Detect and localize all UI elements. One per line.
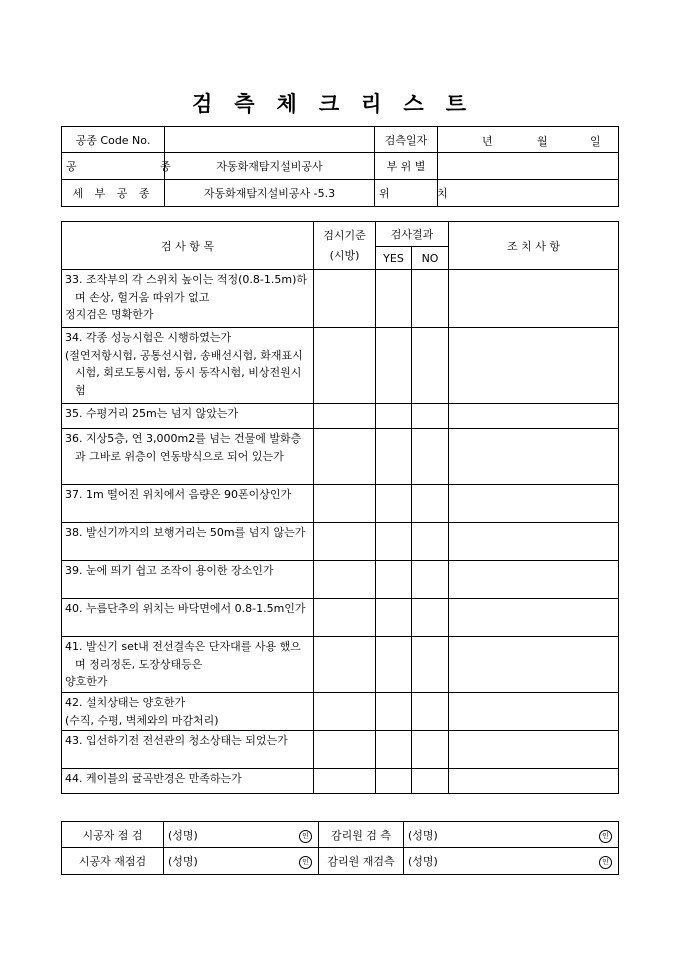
col-result-header: 검사결과 bbox=[376, 222, 449, 247]
work-value[interactable]: 자동화재탐지설비공사 bbox=[165, 153, 375, 180]
no-cell[interactable] bbox=[412, 523, 449, 561]
no-cell[interactable] bbox=[412, 561, 449, 599]
checklist-row bbox=[62, 599, 619, 637]
action-cell[interactable] bbox=[449, 523, 619, 561]
yes-cell[interactable] bbox=[376, 769, 412, 794]
action-cell[interactable] bbox=[449, 693, 619, 731]
contractor-recheck-name: (성명) bbox=[168, 855, 198, 868]
supervisor-recheck-label: 감리원 재검측 bbox=[319, 848, 404, 875]
yes-cell[interactable] bbox=[376, 328, 412, 404]
check-item-line: 38. 발신기까지의 보행거리는 50m를 넘지 않는가 bbox=[65, 526, 306, 539]
supervisor-recheck-sign[interactable] bbox=[404, 848, 619, 875]
contractor-check-label: 시공자 점 검 bbox=[62, 822, 164, 848]
checklist-row bbox=[62, 523, 619, 561]
detail-value[interactable]: 자동화재탐지설비공사 -5.3 bbox=[165, 180, 375, 207]
yes-cell[interactable] bbox=[376, 404, 412, 429]
no-cell[interactable] bbox=[412, 429, 449, 485]
yes-cell[interactable] bbox=[376, 523, 412, 561]
seal-icon: 인 bbox=[299, 830, 312, 843]
standard-cell[interactable] bbox=[314, 404, 376, 429]
col-standard-header: 검시기준 (시방) bbox=[314, 222, 376, 270]
code-value[interactable] bbox=[165, 127, 375, 153]
check-item-line: 37. 1m 떨어진 위치에서 음량은 90폰이상인가 bbox=[65, 488, 292, 501]
action-cell[interactable] bbox=[449, 599, 619, 637]
seal-icon: 인 bbox=[599, 856, 612, 869]
action-cell[interactable] bbox=[449, 561, 619, 599]
check-item-line: 양호한가 bbox=[65, 675, 108, 688]
action-cell[interactable] bbox=[449, 769, 619, 794]
signature-table bbox=[61, 821, 619, 875]
supervisor-recheck-name: (성명) bbox=[408, 855, 438, 868]
action-cell[interactable] bbox=[449, 404, 619, 429]
no-cell[interactable] bbox=[412, 599, 449, 637]
date-label: 검측일자 bbox=[375, 127, 438, 153]
checklist-table bbox=[61, 221, 619, 794]
checklist-row bbox=[62, 561, 619, 599]
no-cell[interactable] bbox=[412, 693, 449, 731]
yes-cell[interactable] bbox=[376, 637, 412, 693]
no-cell[interactable] bbox=[412, 485, 449, 523]
check-item-text bbox=[62, 599, 314, 637]
checklist-row bbox=[62, 485, 619, 523]
part-label: 부 위 별 bbox=[375, 153, 438, 180]
standard-cell[interactable] bbox=[314, 270, 376, 328]
check-item-text bbox=[62, 769, 314, 794]
check-item-line: (수직, 수평, 벽체와의 마감처리) bbox=[65, 713, 219, 727]
standard-cell[interactable] bbox=[314, 561, 376, 599]
checklist-row bbox=[62, 637, 619, 693]
no-cell[interactable] bbox=[412, 328, 449, 404]
work-label: 공 종 bbox=[62, 153, 165, 180]
detail-label: 세 부 공 종 bbox=[62, 180, 165, 207]
no-cell[interactable] bbox=[412, 637, 449, 693]
check-item-text bbox=[62, 693, 314, 731]
yes-cell[interactable] bbox=[376, 485, 412, 523]
no-cell[interactable] bbox=[412, 270, 449, 328]
action-cell[interactable] bbox=[449, 328, 619, 404]
standard-cell[interactable] bbox=[314, 637, 376, 693]
check-item-line: (절연저항시험, 공통선시험, 송배선시험, 화재표시시험, 회로도통시험, 동시 동작시험, 비상전원시험 bbox=[65, 348, 303, 397]
check-item-line: 정지검은 명확한가 bbox=[65, 308, 154, 321]
standard-cell[interactable] bbox=[314, 693, 376, 731]
check-item-text bbox=[62, 523, 314, 561]
contractor-check-name: (성명) bbox=[168, 828, 198, 842]
checklist-row bbox=[62, 769, 619, 794]
no-cell[interactable] bbox=[412, 731, 449, 769]
checklist-row bbox=[62, 270, 619, 328]
yes-cell[interactable] bbox=[376, 270, 412, 328]
seal-icon: 인 bbox=[599, 830, 612, 843]
contractor-recheck-sign[interactable] bbox=[164, 848, 319, 875]
supervisor-check-label: 감리원 검 측 bbox=[319, 822, 404, 848]
col-item-header: 검 사 항 목 bbox=[62, 222, 314, 270]
action-cell[interactable] bbox=[449, 270, 619, 328]
standard-cell[interactable] bbox=[314, 523, 376, 561]
action-cell[interactable] bbox=[449, 637, 619, 693]
part-value[interactable] bbox=[438, 153, 619, 180]
check-item-line: 39. 눈에 띄기 쉽고 조작이 용이한 장소인가 bbox=[65, 564, 274, 577]
seal-icon: 인 bbox=[299, 856, 312, 869]
check-item-line: 44. 케이블의 굴곡반경은 만족하는가 bbox=[65, 772, 242, 785]
check-item-line: 33. 조작부의 각 스위치 높이는 적정(0.8-1.5m)하며 손상, 헐거움 따위가 없고 bbox=[65, 273, 307, 304]
standard-cell[interactable] bbox=[314, 599, 376, 637]
standard-cell[interactable] bbox=[314, 769, 376, 794]
checklist-row bbox=[62, 429, 619, 485]
check-item-line: 43. 입선하기전 전선관의 청소상태는 되었는가 bbox=[65, 734, 288, 747]
check-item-text bbox=[62, 561, 314, 599]
code-label: 공종 Code No. bbox=[62, 127, 165, 153]
check-item-text bbox=[62, 731, 314, 769]
location-label: 위 치 bbox=[375, 180, 438, 207]
check-item-text bbox=[62, 485, 314, 523]
supervisor-check-sign[interactable] bbox=[404, 822, 619, 848]
col-no-header: NO bbox=[412, 247, 449, 270]
date-value[interactable] bbox=[438, 127, 619, 153]
date-month: 월 bbox=[537, 134, 548, 148]
date-day: 일 bbox=[590, 134, 601, 148]
action-cell[interactable] bbox=[449, 429, 619, 485]
check-item-line: 36. 지상5층, 연 3,000m2를 넘는 건물에 발화층과 그바로 위층이 연동방식으로 되어 있는가 bbox=[65, 432, 302, 463]
action-cell[interactable] bbox=[449, 485, 619, 523]
standard-cell[interactable] bbox=[314, 328, 376, 404]
contractor-recheck-label: 시공자 재점검 bbox=[62, 848, 164, 875]
standard-cell[interactable] bbox=[314, 485, 376, 523]
supervisor-check-name: (성명) bbox=[408, 828, 438, 842]
no-cell[interactable] bbox=[412, 404, 449, 429]
yes-cell[interactable] bbox=[376, 561, 412, 599]
check-item-text bbox=[62, 270, 314, 328]
date-year: 년 bbox=[482, 134, 493, 148]
checklist-row bbox=[62, 731, 619, 769]
contractor-check-sign[interactable] bbox=[164, 822, 319, 848]
page-title: 검측체크리스트 bbox=[191, 91, 488, 116]
check-item-text bbox=[62, 404, 314, 429]
checklist-rows bbox=[62, 270, 619, 794]
no-cell[interactable] bbox=[412, 769, 449, 794]
yes-cell[interactable] bbox=[376, 693, 412, 731]
yes-cell[interactable] bbox=[376, 599, 412, 637]
checklist-row bbox=[62, 404, 619, 429]
header-table bbox=[61, 126, 619, 207]
check-item-line: 40. 누름단추의 위치는 바닥면에서 0.8-1.5m인가 bbox=[65, 602, 306, 615]
action-cell[interactable] bbox=[449, 731, 619, 769]
col-yes-header: YES bbox=[376, 247, 412, 270]
checklist-row bbox=[62, 693, 619, 731]
standard-cell[interactable] bbox=[314, 429, 376, 485]
check-item-text bbox=[62, 429, 314, 485]
check-item-line: 34. 각종 성능시험은 시행하였는가 bbox=[65, 331, 232, 344]
yes-cell[interactable] bbox=[376, 429, 412, 485]
col-action-header: 조 치 사 항 bbox=[449, 222, 619, 270]
check-item-text bbox=[62, 328, 314, 404]
check-item-text bbox=[62, 637, 314, 693]
check-item-line: 35. 수평거리 25m는 넘지 않았는가 bbox=[65, 407, 239, 420]
standard-cell[interactable] bbox=[314, 731, 376, 769]
check-item-line: 42. 설치상태는 양호한가 bbox=[65, 696, 186, 709]
checklist-row bbox=[62, 328, 619, 404]
yes-cell[interactable] bbox=[376, 731, 412, 769]
check-item-line: 41. 발신기 set내 전선결속은 단자대를 사용 했으며 정리정돈, 도장상태등은 bbox=[65, 640, 301, 671]
